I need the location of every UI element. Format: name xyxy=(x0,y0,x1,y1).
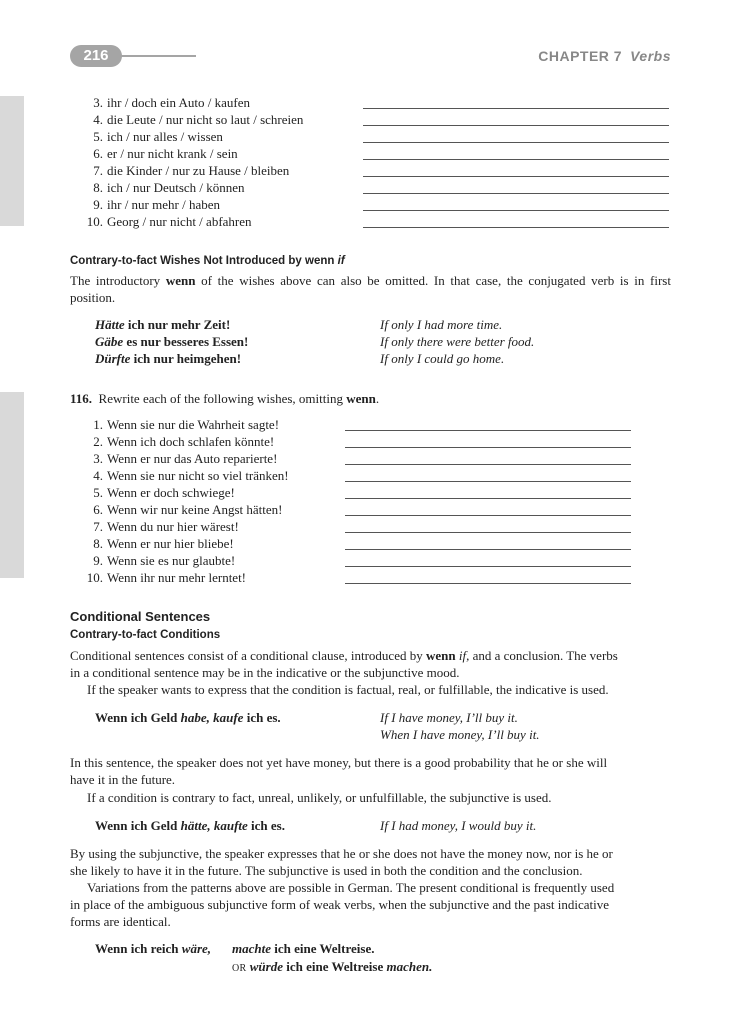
side-tab-lower xyxy=(0,392,24,578)
conditional-p1-line2: in a conditional sentence may be in the indicative or the subjunctive mood. xyxy=(70,665,460,680)
answer-blank[interactable] xyxy=(363,227,669,228)
answer-blank[interactable] xyxy=(363,176,669,177)
answer-blank[interactable] xyxy=(345,481,631,482)
page-number: 216 xyxy=(70,45,122,67)
item-text: Wenn er nur hier bliebe! xyxy=(107,536,234,551)
exercise-item xyxy=(80,467,289,484)
item-number: 5. xyxy=(93,129,103,144)
wishes-intro: The introductory wenn of the wishes above can also be omitted. In that case, the conjugated verb is in first position. xyxy=(70,273,671,305)
answer-blank[interactable] xyxy=(345,430,631,431)
answer-blank[interactable] xyxy=(345,549,631,550)
exercise-item xyxy=(80,552,235,569)
exercise-item xyxy=(80,145,238,162)
answer-blank[interactable] xyxy=(363,125,669,126)
item-text: Wenn sie nur nicht so viel tränken! xyxy=(107,468,289,483)
item-number: 5. xyxy=(93,485,103,500)
item-number: 10. xyxy=(86,570,103,585)
item-text: Wenn ihr nur mehr lerntet! xyxy=(107,570,247,585)
item-number: 7. xyxy=(93,519,103,534)
wish-example-en: If only there were better food. xyxy=(380,334,535,349)
conditional-p3-line3: Variations from the patterns above are possible in German. The present conditional is frequently used xyxy=(87,880,615,895)
item-text: ich / nur alles / wissen xyxy=(107,129,223,144)
item-number: 4. xyxy=(93,112,103,127)
conditional-p3-line5: forms are identical. xyxy=(70,914,171,929)
conditional-p2-line3: If a condition is contrary to fact, unreal, unlikely, or unfulfillable, the subjunctive is used. xyxy=(87,790,552,805)
wish-example-en: If only I could go home. xyxy=(380,351,505,366)
item-text: Wenn ich doch schlafen könnte! xyxy=(107,434,275,449)
exercise-item xyxy=(80,111,303,128)
exercise-item xyxy=(80,162,289,179)
item-number: 6. xyxy=(93,502,103,517)
conditional-p2-line2: have it in the future. xyxy=(70,772,176,787)
chapter-label: CHAPTER 7 xyxy=(538,48,623,64)
exercise-item xyxy=(80,450,277,467)
conditional-p1-line1: Conditional sentences consist of a conditional clause, introduced by wenn if, and a conclusion. The verbs xyxy=(70,648,618,663)
answer-blank[interactable] xyxy=(345,515,631,516)
exercise-item xyxy=(80,484,235,501)
item-text: ich / nur Deutsch / können xyxy=(107,180,245,195)
conditional-p2-line1: In this sentence, the speaker does not yet have money, but there is a good probability that he or she will xyxy=(70,755,608,770)
item-text: Wenn er doch schwiege! xyxy=(107,485,235,500)
item-text: Wenn wir nur keine Angst hätten! xyxy=(107,502,283,517)
answer-blank[interactable] xyxy=(363,210,669,211)
item-text: ihr / nur mehr / haben xyxy=(107,197,220,212)
item-number: 9. xyxy=(93,197,103,212)
exercise-item xyxy=(80,535,234,552)
wish-example-de: Gäbe es nur besseres Essen! xyxy=(95,334,249,349)
answer-blank[interactable] xyxy=(363,142,669,143)
header-rule xyxy=(118,55,196,57)
item-number: 9. xyxy=(93,553,103,568)
item-text: er / nur nicht krank / sein xyxy=(107,146,238,161)
side-tab-upper xyxy=(0,96,24,226)
item-number: 7. xyxy=(93,163,103,178)
exercise-item xyxy=(80,128,223,145)
conditional-heading: Conditional Sentences xyxy=(70,609,211,624)
item-text: Wenn du nur hier wärest! xyxy=(107,519,239,534)
item-text: die Leute / nur nicht so laut / schreien xyxy=(107,112,304,127)
item-text: Wenn sie nur die Wahrheit sagte! xyxy=(107,417,280,432)
exercise-item xyxy=(80,569,246,586)
item-text: Wenn sie es nur glaubte! xyxy=(107,553,236,568)
item-number: 3. xyxy=(93,451,103,466)
item-text: Wenn er nur das Auto reparierte! xyxy=(107,451,278,466)
item-number: 8. xyxy=(93,536,103,551)
example-subjunctive-en: If I had money, I would buy it. xyxy=(380,818,537,833)
wish-example-en: If only I had more time. xyxy=(380,317,503,332)
wish-example-de: Hätte ich nur mehr Zeit! xyxy=(95,317,231,332)
conditional-subheading: Contrary-to-fact Conditions xyxy=(70,629,221,641)
conditional-p3-line2: she likely to have it in the future. The subjunctive is used in both the condition and the conclusion. xyxy=(70,863,583,878)
conditional-p3-line1: By using the subjunctive, the speaker expresses that he or she does not have the money now, nor is he or xyxy=(70,846,613,861)
item-number: 1. xyxy=(93,417,103,432)
exercise-item xyxy=(80,416,279,433)
chapter-heading xyxy=(538,48,671,64)
answer-blank[interactable] xyxy=(345,498,631,499)
item-text: ihr / doch ein Auto / kaufen xyxy=(107,95,250,110)
conditional-p3-line4: in place of the ambiguous subjunctive form of weak verbs, when the subjunctive and the past indicative xyxy=(70,897,609,912)
exercise-item xyxy=(80,501,283,518)
answer-blank[interactable] xyxy=(345,464,631,465)
exercise-116-instruction: 116. Rewrite each of the following wishes, omitting wenn. xyxy=(70,391,380,406)
exercise-number: 116. xyxy=(70,391,93,406)
example-conditional-de-1: Wenn ich reich wäre, xyxy=(95,941,212,956)
exercise-item xyxy=(80,433,274,450)
exercise-item xyxy=(80,196,220,213)
item-number: 10. xyxy=(86,214,103,229)
item-number: 8. xyxy=(93,180,103,195)
item-number: 2. xyxy=(93,434,103,449)
item-text: Georg / nur nicht / abfahren xyxy=(107,214,252,229)
example-conditional-de-3: OR würde ich eine Weltreise machen. xyxy=(232,959,433,974)
item-number: 4. xyxy=(93,468,103,483)
example-conditional-de-2: machte ich eine Weltreise. xyxy=(232,941,375,956)
item-text: die Kinder / nur zu Hause / bleiben xyxy=(107,163,290,178)
chapter-title: Verbs xyxy=(630,48,671,64)
answer-blank[interactable] xyxy=(345,447,631,448)
answer-blank[interactable] xyxy=(363,159,669,160)
example-indicative-de: Wenn ich Geld habe, kaufe ich es. xyxy=(95,710,281,725)
answer-blank[interactable] xyxy=(363,108,669,109)
exercise-item xyxy=(80,94,250,111)
wish-example-de: Dürfte ich nur heimgehen! xyxy=(95,351,242,366)
example-indicative-en-2: When I have money, I’ll buy it. xyxy=(380,727,540,742)
exercise-item xyxy=(80,213,252,230)
answer-blank[interactable] xyxy=(363,193,669,194)
exercise-item xyxy=(80,179,245,196)
example-subjunctive-de: Wenn ich Geld hätte, kaufte ich es. xyxy=(95,818,285,833)
wishes-heading: Contrary-to-fact Wishes Not Introduced by wenn if xyxy=(70,255,345,267)
example-indicative-en-1: If I have money, I’ll buy it. xyxy=(380,710,518,725)
answer-blank[interactable] xyxy=(345,566,631,567)
exercise-item xyxy=(80,518,239,535)
item-number: 3. xyxy=(93,95,103,110)
conditional-p1-line3: If the speaker wants to express that the condition is factual, real, or fulfillable, the indicative is used. xyxy=(87,682,609,697)
answer-blank[interactable] xyxy=(345,532,631,533)
answer-blank[interactable] xyxy=(345,583,631,584)
item-number: 6. xyxy=(93,146,103,161)
